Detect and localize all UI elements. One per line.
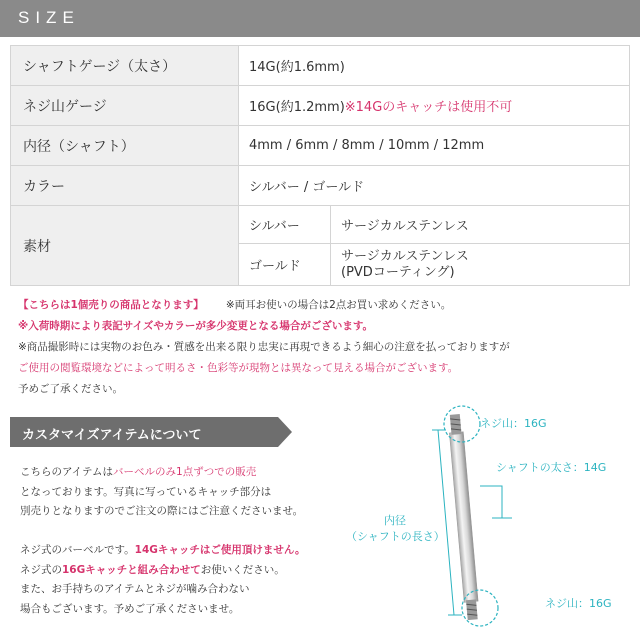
shaft-gauge-value: 14G(約1.6mm) [239,46,630,86]
desc-p1-emphasis: バーベルのみ1点ずつでの販売 [113,466,257,478]
size-title: SIZE [18,8,80,27]
table-row [11,126,630,166]
pair-hint-note: ※両耳お使いの場合は2点お買い求めください。 [225,299,452,311]
size-header [0,0,640,37]
barbell-shaft [449,432,478,603]
table-row [11,166,630,206]
shaft-gauge-label: シャフトゲージ（太さ） [11,46,239,86]
banner-arrow [278,417,292,447]
thread-gauge-warning: ※14Gのキャッチは使用不可 [344,100,513,115]
inner-diameter-value: 4mm / 6mm / 8mm / 10mm / 12mm [239,126,630,166]
barbell-shaft-group [448,414,480,620]
material-gold-value-line2: (PVDコーティング) [341,264,455,280]
shaft-thickness-label: シャフトの太さ：14G [496,461,607,474]
notes-line [18,295,628,316]
desc-p2-emphasis: 14Gキャッチはご使用頂けません。 [134,544,306,556]
photo-note-line2: ご使用の閲覧環境などによって明るさ・色彩等が現物とは異なって見える場合がございます。 [18,362,459,374]
desc-p2-line2-prefix: ネジ式の [20,563,62,576]
color-label: カラー [11,166,239,206]
stock-change-note: ※入荷時期により表記サイズやカラーが多少変更となる場合がございます。 [18,320,374,332]
shaft-thickness-leader [480,486,502,518]
spec-table [10,45,630,286]
material-gold-value-line1: サージカルステンレス [341,248,469,264]
photo-note-line1: ※商品撮影時には実物のお色み・質感を出来る限り忠実に再現できるよう細心の注意を払っておりますが [18,341,510,353]
desc-line [20,541,350,561]
customize-title: カスタマイズアイテムについて [22,428,202,443]
inner-diameter-label: 内径（シャフト） [11,126,239,166]
inner-diameter-diagram-line1: 内径 [384,514,406,527]
table-row [11,206,630,244]
material-silver-name: シルバー [239,206,331,244]
table-row [11,46,630,86]
thread-gauge-value: 16G(約1.2mm) [249,100,345,115]
desc-p1-line2: となっております。写真に写っているキャッチ部分は [20,485,272,498]
notes-block [18,295,628,400]
material-label: 素材 [11,206,239,286]
thread-top-label: ネジ山：16G [480,417,547,430]
desc-p2-line2-emphasis: 16Gキャッチと組み合わせて [62,563,201,576]
customize-banner [10,417,278,447]
thread-top [450,414,462,435]
desc-p1-prefix: こちらのアイテムは [20,466,114,478]
desc-line [20,463,350,483]
single-item-note: 【こちらは1個売りの商品となります】 [18,299,204,311]
photo-note-line3: 予めご了承ください。 [18,383,123,395]
material-gold-name: ゴールド [239,244,331,286]
inner-diameter-diagram-line2: （シャフトの長さ） [346,530,445,543]
table-row [11,86,630,126]
desc-p2-line4: 場合もございます。予めご了承くださいませ。 [20,602,240,615]
color-value: シルバー / ゴールド [239,166,630,206]
desc-spacer [20,522,350,542]
customize-description [20,463,350,619]
material-gold-value [331,244,630,286]
thread-bottom-label: ネジ山：16G [545,597,612,610]
desc-line [20,561,350,581]
thread-gauge-cell [239,86,630,126]
desc-p2-line3: また、お手持ちのアイテムとネジが噛み合わない [20,583,250,595]
thread-gauge-label: ネジ山ゲージ [11,86,239,126]
desc-p1-line3: 別売りとなりますのでご注文の際にはご注意くださいませ。 [20,505,304,517]
desc-p2-line2-suffix: お使いください。 [200,563,285,576]
thread-bottom [466,599,478,620]
material-silver-value: サージカルステンレス [331,206,630,244]
desc-p2-prefix: ネジ式のバーベルです。 [20,544,135,556]
